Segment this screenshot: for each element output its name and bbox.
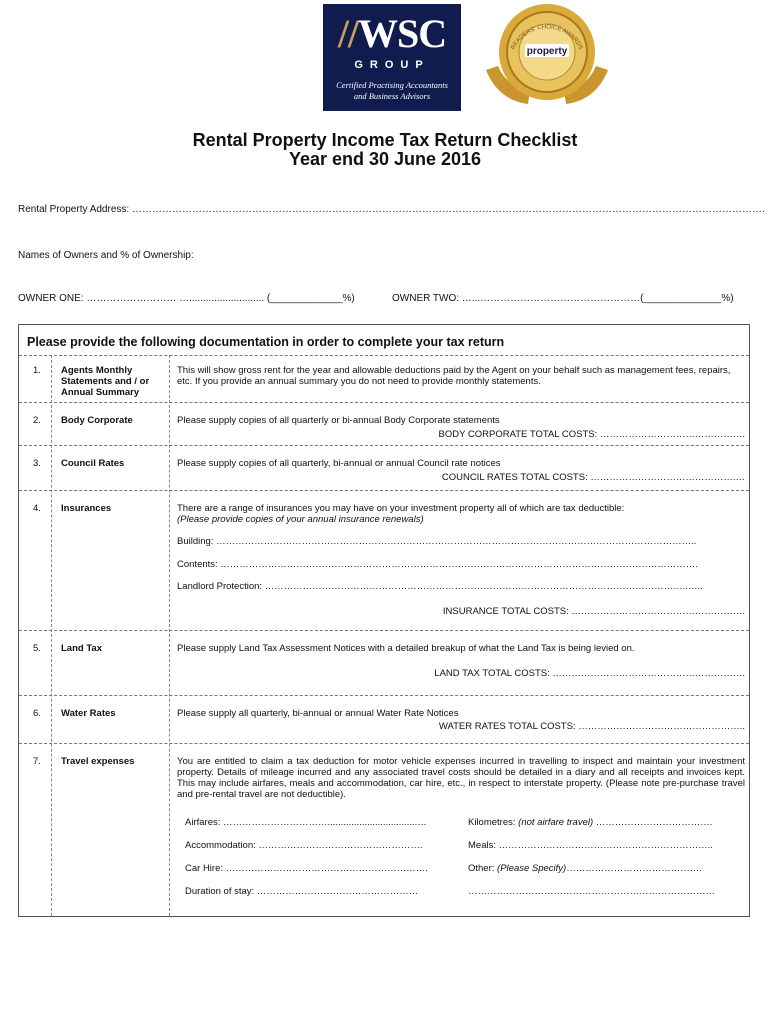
row-label: Body Corporate xyxy=(61,415,133,426)
page-subtitle: Year end 30 June 2016 xyxy=(288,149,482,169)
row-number: 5. xyxy=(33,643,41,654)
table-heading: Please provide the following documentation in order to complete your tax return xyxy=(27,335,505,349)
row-divider xyxy=(19,445,749,446)
contents-insurance-field: Contents: ……………………………………………………………………………………………………………………………………. xyxy=(177,559,698,570)
row-divider xyxy=(19,355,749,356)
row-label: Travel expenses xyxy=(61,756,135,767)
landlord-protection-field: Landlord Protection: ……………………………………………………………………………………………………………………..….. xyxy=(177,581,703,592)
other-field xyxy=(468,863,746,874)
row-label: Council Rates xyxy=(61,458,125,469)
row-divider xyxy=(19,630,749,631)
car-hire-field: Car Hire: ………………………………………………………. xyxy=(185,863,428,874)
logo-group-text: GROUP xyxy=(354,59,430,71)
column-divider xyxy=(169,355,170,916)
building-insurance-field: Building: …………………………………………………………………………………………………………………………………….. xyxy=(177,536,697,547)
owner-two-field: OWNER TWO: …...…………………………………………(______________%) xyxy=(392,293,734,304)
seal-badge-text: property xyxy=(526,46,568,57)
page-title: Rental Property Income Tax Return Checklist xyxy=(192,130,578,150)
council-rates-total-field: COUNCIL RATES TOTAL COSTS: ……………………………………….… xyxy=(441,472,745,483)
kilometres-field xyxy=(468,817,746,828)
row-number: 7. xyxy=(33,756,41,767)
row-description: Please supply copies of all quarterly, bi-annual or annual Council rate notices xyxy=(177,458,501,469)
logo-tagline xyxy=(323,80,461,102)
logo-stripe-icon: // xyxy=(337,11,359,56)
logo-wordmark: //WSC xyxy=(337,11,447,56)
award-seal-icon xyxy=(478,0,616,112)
owners-label: Names of Owners and % of Ownership: xyxy=(18,250,194,261)
rental-address-field: Rental Property Address: ………………………………………………………………………………………………………………………………………………………………………. xyxy=(18,204,765,215)
row-number: 1. xyxy=(33,365,41,376)
other-label: Other: xyxy=(468,863,495,874)
other-hint: (Please Specify) xyxy=(497,863,567,874)
row-description: This will show gross rent for the year and allowable deductions paid by the Agent on your behalf such as management fees, repairs, etc. If you provide an annual summary you do not need to provide monthly statements. xyxy=(177,365,731,387)
documentation-table xyxy=(18,324,750,917)
row-description: Please supply all quarterly, bi-annual or annual Water Rate Notices xyxy=(177,708,459,719)
row-divider xyxy=(19,743,749,744)
other-dots: ……………………………………. xyxy=(566,863,702,874)
extra-travel-field: …………………………………………………………………… xyxy=(468,886,715,897)
logo-tagline-line1: Certified Practising Accountants xyxy=(336,80,448,90)
body-corporate-total-field: BODY CORPORATE TOTAL COSTS: ………………………………………. xyxy=(438,429,745,440)
wsc-group-logo xyxy=(323,4,461,111)
meals-field: Meals: ………………………………………………………….. xyxy=(468,840,713,851)
row-description: Please supply Land Tax Assessment Notices with a detailed breakup of what the Land Tax is being levied on. xyxy=(177,643,635,654)
airfares-field: Airfares: ……………………………..................................… xyxy=(185,817,427,828)
row-number: 6. xyxy=(33,708,41,719)
duration-of-stay-field: Duration of stay: …………………………………………… xyxy=(185,886,419,897)
row-label: Agents Monthly Statements and / or Annual Summary xyxy=(61,365,150,398)
logo-tagline-line2: and Business Advisors xyxy=(353,91,431,101)
row-description: You are entitled to claim a tax deduction for motor vehicle expenses incurred in travelling to inspect and maintain your investment property. Details of mileage incurred and any associated travel costs should be detailed in a diary and all receipts and invoices kept. This may include airfares, meals and accommodation, car hire, etc., in respect to interstate property. (Please note pre-purchase travel and pre-rental travel are not deductible). xyxy=(177,756,745,800)
row-number: 4. xyxy=(33,503,41,514)
row-divider xyxy=(19,695,749,696)
water-rates-total-field: WATER RATES TOTAL COSTS: …………………………………………….. xyxy=(438,721,745,732)
kilometres-dots: ………………………………. xyxy=(593,817,713,828)
row-description: There are a range of insurances you may have on your investment property all of which are tax deductible: xyxy=(177,503,625,514)
row-label: Water Rates xyxy=(61,708,116,719)
row-label: Land Tax xyxy=(61,643,102,654)
row-description-note: (Please provide copies of your annual insurance renewals) xyxy=(177,514,424,525)
insurance-total-field: INSURANCE TOTAL COSTS: ………………………………………………. xyxy=(442,606,745,617)
land-tax-total-field: LAND TAX TOTAL COSTS: ……………………………………………………. xyxy=(434,668,745,679)
row-description: Please supply copies of all quarterly or bi-annual Body Corporate statements xyxy=(177,415,500,426)
row-divider xyxy=(19,402,749,403)
owner-one-field: OWNER ONE: ……………………… …........................... (_____________%) xyxy=(18,293,355,304)
row-label: Insurances xyxy=(61,503,112,514)
accommodation-field: Accommodation: ……………………………………………. xyxy=(185,840,423,851)
seal-arc-text: READERS' CHOICE AWARDS xyxy=(510,24,584,51)
column-divider xyxy=(51,355,52,916)
kilometres-hint: (not airfare travel) xyxy=(518,817,594,828)
row-divider xyxy=(19,490,749,491)
row-number: 3. xyxy=(33,458,41,469)
kilometres-label: Kilometres: xyxy=(468,817,516,828)
row-number: 2. xyxy=(33,415,41,426)
